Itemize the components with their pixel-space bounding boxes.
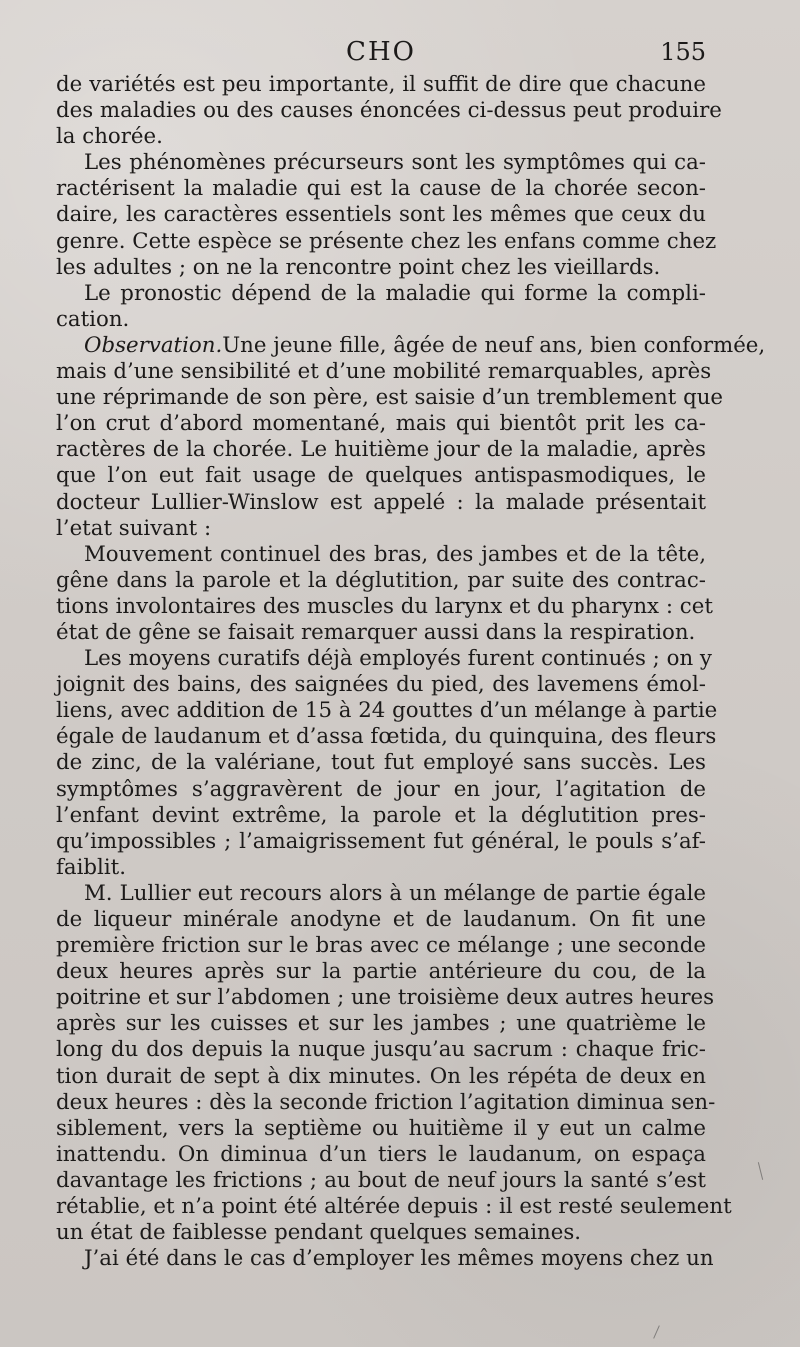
text-line-31: faiblit. xyxy=(56,854,126,880)
text-line-9: Le pronostic dépend de la maladie qui forme la compli- xyxy=(84,280,706,306)
text-line-40: deux heures : dès la seconde friction l’agitation diminua sen- xyxy=(56,1089,716,1115)
page-header xyxy=(56,33,706,73)
text-line-17: docteur Lullier-Winslow est appelé : la malade présentait xyxy=(56,489,706,515)
text-line-36: poitrine et sur l’abdomen ; une troisième deux autres heures xyxy=(56,985,715,1011)
text-line-22: état de gêne se faisait remarquer aussi dans la respiration. xyxy=(56,619,696,645)
text-line-18: l’etat suivant : xyxy=(56,515,212,541)
text-line-24: joignit des bains, des saignées du pied, des lavemens émol- xyxy=(56,672,706,698)
running-head: CHO xyxy=(346,37,416,67)
text-line-4: Les phénomènes précurseurs sont les symptômes qui ca- xyxy=(84,150,706,176)
text-line-28: symptômes s’aggravèrent de jour en jour, l’agitation de xyxy=(56,776,706,802)
text-line-25: liens, avec addition de 15 à 24 gouttes d’un mélange à partie xyxy=(56,698,718,724)
text-line-34: première friction sur le bras avec ce mélange ; une seconde xyxy=(56,933,706,959)
text-line-33: de liqueur minérale anodyne et de laudanum. On fit une xyxy=(56,907,706,932)
text-line-1: de variétés est peu importante, il suffit de dire que chacune xyxy=(56,72,706,97)
observation-first-line: Une jeune fille, âgée de neuf ans, bien conformée, xyxy=(222,332,766,358)
text-line-23: Les moyens curatifs déjà employés furent continués ; on y xyxy=(84,646,712,672)
page-number: 155 xyxy=(660,38,706,66)
text-line-42: inattendu. On diminua d’un tiers le laudanum, on espaça xyxy=(56,1141,706,1167)
text-line-21: tions involontaires des muscles du larynx et du pharynx : cet xyxy=(56,593,713,619)
text-line-15: ractères de la chorée. Le huitième jour de la maladie, après xyxy=(56,437,706,463)
text-line-20: gêne dans la parole et la déglutition, par suite des contrac- xyxy=(56,567,706,593)
text-line-35: deux heures après sur la partie antérieure du cou, de la xyxy=(56,959,706,985)
text-line-12: mais d’une sensibilité et d’une mobilité remarquables, après xyxy=(56,359,712,385)
text-line-30: qu’impossibles ; l’amaigrissement fut général, le pouls s’af- xyxy=(56,828,706,854)
text-line-27: de zinc, de la valériane, tout fut employé sans succès. Les xyxy=(56,750,706,776)
text-line-32: M. Lullier eut recours alors à un mélange de partie égale xyxy=(84,880,706,906)
text-line-38: long du dos depuis la nuque jusqu’au sacrum : chaque fric- xyxy=(56,1037,706,1063)
text-line-7: genre. Cette espèce se présente chez les enfans comme chez xyxy=(56,228,717,254)
text-line-46: J’ai été dans le cas d’employer les mêmes moyens chez un xyxy=(84,1246,714,1272)
text-line-10: cation. xyxy=(56,306,130,332)
text-line-6: daire, les caractères essentiels sont les mêmes que ceux du xyxy=(56,202,706,228)
text-line-29: l’enfant devint extrême, la parole et la déglutition pres- xyxy=(56,802,706,828)
text-line-2: des maladies ou des causes énoncées ci-dessus peut produire xyxy=(56,98,722,124)
text-line-8: les adultes ; on ne la rencontre point chez les vieillards. xyxy=(56,254,661,280)
bottom-mark xyxy=(653,1325,660,1338)
margin-mark xyxy=(758,1162,763,1180)
text-line-43: davantage les frictions ; au bout de neuf jours la santé s’est xyxy=(56,1167,706,1193)
text-line-26: égale de laudanum et d’assa fœtida, du quinquina, des fleurs xyxy=(56,724,717,750)
text-line-16: que l’on eut fait usage de quelques antispasmodiques, le xyxy=(56,463,706,489)
text-line-13: une réprimande de son père, est saisie d’un tremblement que xyxy=(56,385,724,411)
text-line-37: après sur les cuisses et sur les jambes ; une quatrième le xyxy=(56,1011,706,1037)
text-line-3: la chorée. xyxy=(56,124,163,150)
text-line-5: ractérisent la maladie qui est la cause de la chorée secon- xyxy=(56,176,706,202)
text-line-44: rétablie, et n’a point été altérée depuis : il est resté seulement xyxy=(56,1194,732,1220)
text-line-11 xyxy=(56,332,766,359)
observation-label: Observation. xyxy=(84,332,223,358)
text-line-19: Mouvement continuel des bras, des jambes et de la tête, xyxy=(84,541,706,567)
text-line-14: l’on crut d’abord momentané, mais qui bientôt prit les ca- xyxy=(56,411,706,437)
text-line-41: siblement, vers la septième ou huitième il y eut un calme xyxy=(56,1115,706,1141)
text-line-39: tion durait de sept à dix minutes. On les répéta de deux en xyxy=(56,1063,706,1089)
body-text xyxy=(56,72,766,1272)
text-line-45: un état de faiblesse pendant quelques semaines. xyxy=(56,1220,582,1246)
